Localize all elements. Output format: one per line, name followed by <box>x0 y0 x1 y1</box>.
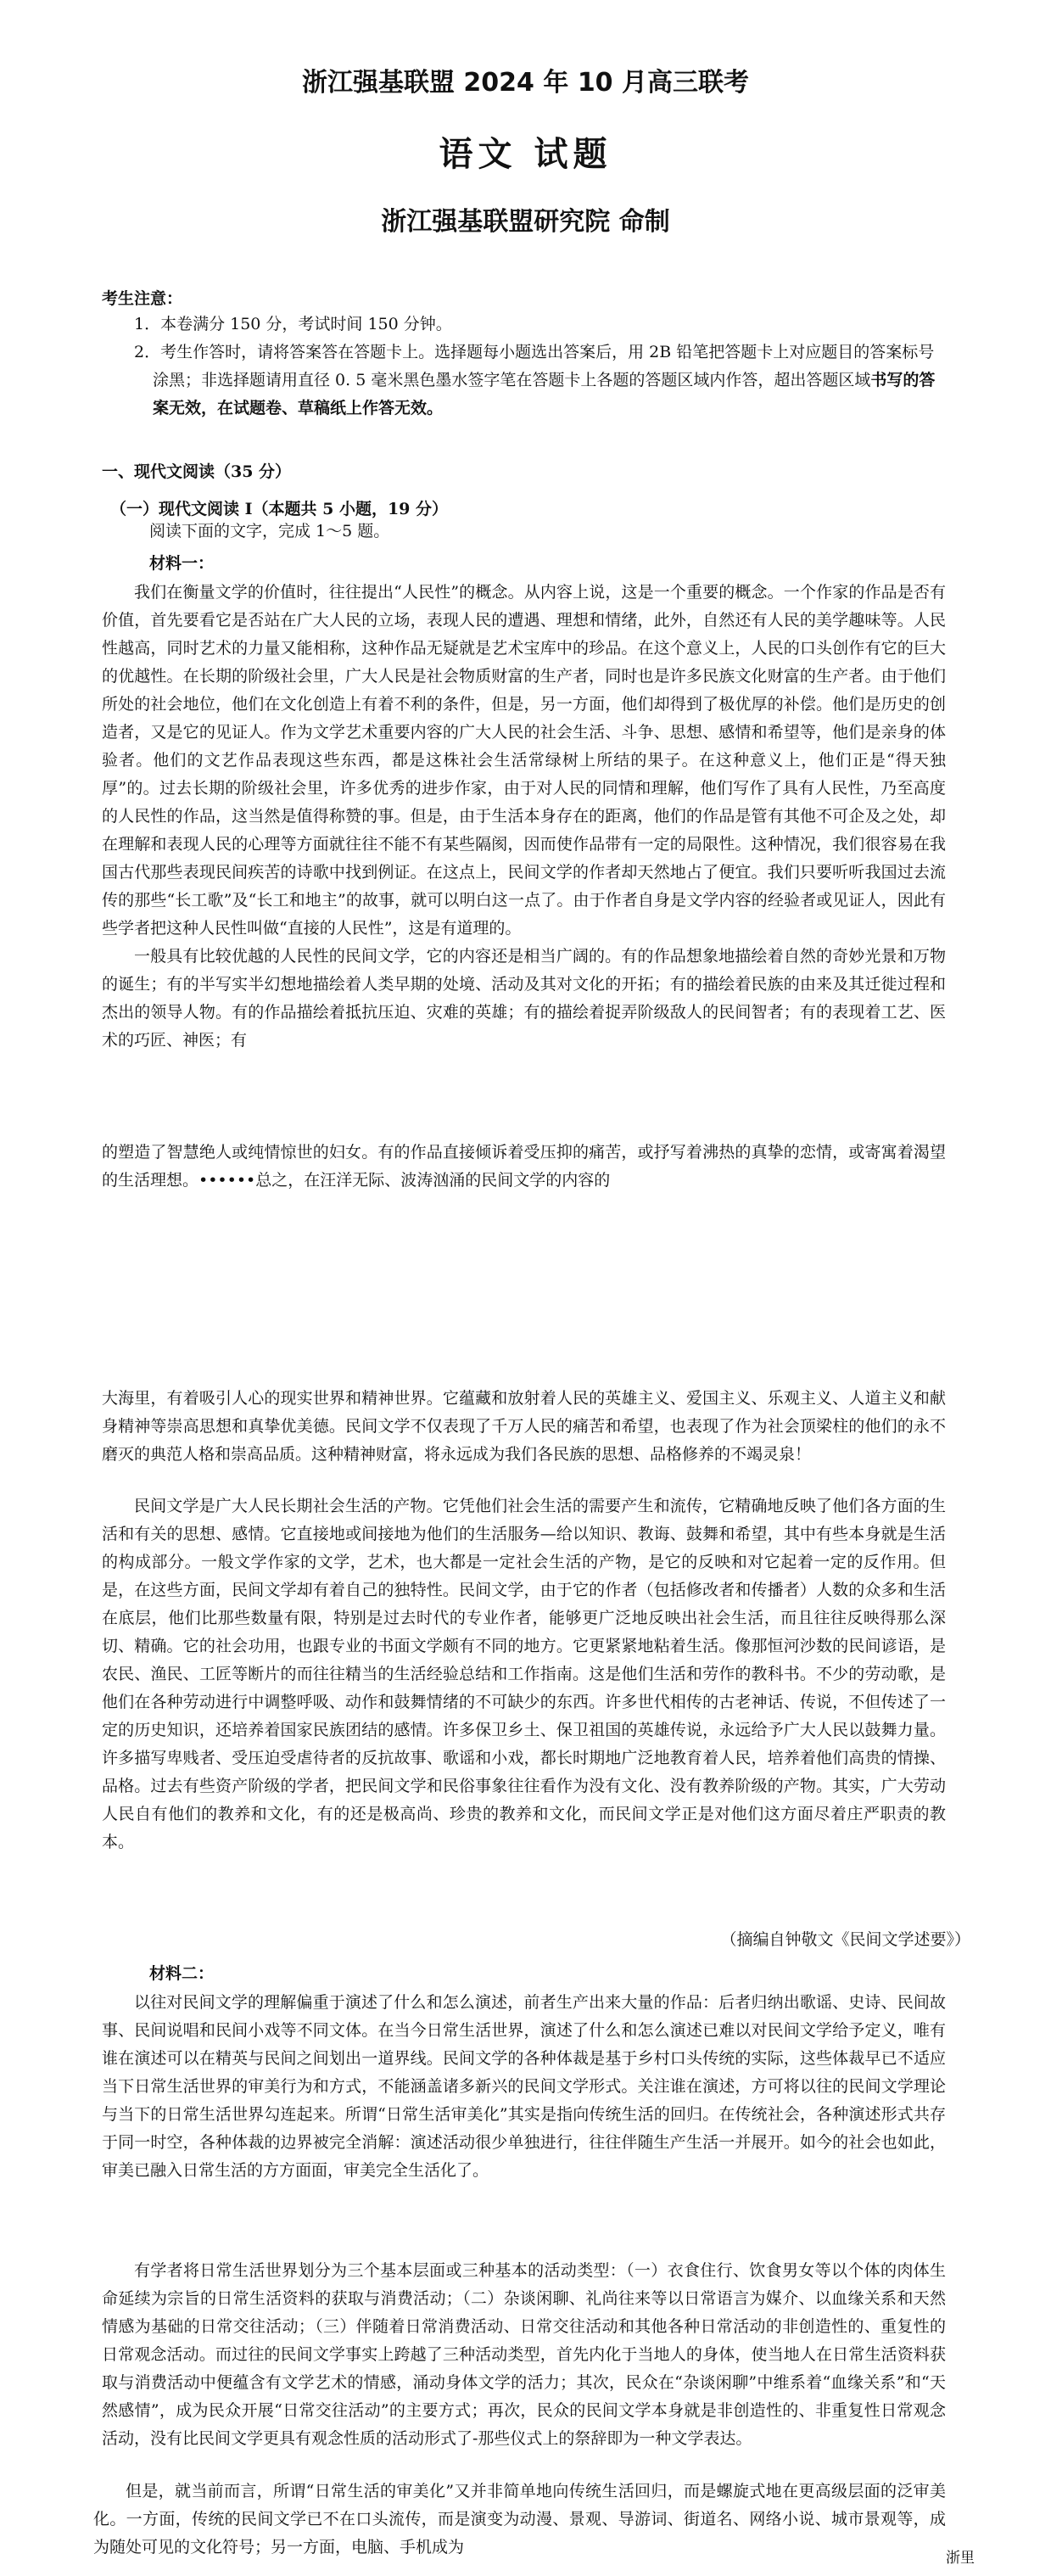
issuer-line: 浙江强基联盟研究院 命制 <box>381 207 670 237</box>
material-1-label: 材料一： <box>149 554 215 573</box>
notice-list <box>102 311 946 423</box>
paragraph-text: 以往对民间文学的理解偏重于演述了什么和怎么演述，前者生产出来大量的作品：后者归纳出歌谣、史诗、民间故事、民间说唱和民间小戏等不同文体。在当今日常生活世界，演述了什么和怎么演述已难以对民间文学给予定义，唯有谁在演述可以在精英与民间之间划出一道界线。民间文学的各种体裁是基于乡村口头传统的实际，这些体裁早已不适应当下日常生活世界的审美行为和方式，不能涵盖诸多新兴的民间文学形式。关注谁在演述，方可将以往的民间文学理论与当下的日常生活世界勾连起来。所谓“日常生活审美化”其实是指向传统生活的回归。在传统社会，各种演述形式共存于同一时空，各种体裁的边界被完全消解：演述活动很少单独进行，往往伴随生产生活一并展开。如今的社会也如此，审美已融入日常生活的方方面面，审美完全生活化了。 <box>102 1993 946 2180</box>
paragraph-text: 一般具有比较优越的人民性的民间文学，它的内容还是相当广阔的。有的作品想象地描绘着自然的奇妙光景和万物的诞生；有的半写实半幻想地描绘着人类早期的处境、活动及其对文化的开拓；有的描绘着民族的由来及其迁徙过程和杰出的领导人物。有的作品描绘着抵抗压迫、灾难的英雄；有的描绘着捉弄阶级敌人的民间智者；有的表现着工艺、医术的巧匠、神医；有 <box>102 947 946 1050</box>
paragraph-text: 我们在衡量文学的价值时，往往提出“人民性”的概念。从内容上说，这是一个重要的概念。一个作家的作品是否有价值，首先要看它是否站在广大人民的立场，表现人民的遭遇、理想和情绪，此外，自然还有人民的美学趣味等。人民性越高，同时艺术的力量又能相称，这种作品无疑就是艺术宝库中的珍品。在这个意义上，人民的口头创作有它的巨大的优越性。在长期的阶级社会里，广大人民是社会物质财富的生产者，同时也是许多民族文化财富的生产者。由于他们所处的社会地位，他们在文化创造上有着不利的条件，但是，另一方面，他们却得到了极优厚的补偿。他们是历史的创造者，又是它的见证人。作为文学艺术重要内容的广大人民的社会生活、斗争、思想、感情和希望等，他们是亲身的体验者。他们的文艺作品表现这些东西，都是这株社会生活常绿树上所结的果子。在这种意义上，他们正是“得天独厚”的。过去长期的阶级社会里，许多优秀的进步作家，由于对人民的同情和理解，他们写作了具有人民性，乃至高度的人民性的作品，这当然是值得称赞的事。但是，由于生活本身存在的距离，他们的作品是管有其他不可企及之处，却在理解和表现人民的心理等方面就往往不能不有某些隔阂，因而使作品带有一定的局限性。这种情况，我们很容易在我国古代那些表现民间疾苦的诗歌中找到例证。在这点上，民间文学的作者却天然地占了便宜。我们只要听听我国过去流传的那些“长工歌”及“长工和地主”的故事，就可以明白这一点了。由于作者自身是文学内容的经验者或见证人，因此有些学者把这种人民性叫做“直接的人民性”，这是有道理的。 <box>102 583 946 938</box>
exam-title: 浙江强基联盟 2024 年 10 月高三联考 <box>301 68 750 98</box>
subsection-heading: （一）现代文阅读 I（本题共 5 小题，19 分） <box>110 500 449 518</box>
material-2-label: 材料二： <box>149 1964 215 1983</box>
material-1-paragraph-2-end <box>102 1385 946 1469</box>
notice-item-2-bold: 书写的答案无效，在试题卷、草稿纸上作答无效。 <box>153 371 936 417</box>
material-2-paragraph-1 <box>102 1989 946 2185</box>
notice-item-2-text: 2．考生作答时，请将答案答在答题卡上。选择题每小题选出答案后，用 2B 铅笔把答题卡上对应题目的答案标号涂黑；非选择题请用直径 0. 5 毫米黑色墨水签字笔在答题卡上各题的答题区域内作答，超出答题区域 <box>134 343 935 389</box>
paragraph-text: 有学者将日常生活世界划分为三个基本层面或三种基本的活动类型：（一）衣食住行、饮食男女等以个体的肉体生命延续为宗旨的日常生活资料的获取与消费活动；（二）杂谈闲聊、礼尚往来等以日常语言为媒介、以血缘关系和天然情感为基础的日常交往活动；（三）伴随着日常消费活动、日常交往活动和其他各种日常活动的非创造性的、重复性的日常观念活动。而过往的民间文学事实上跨越了三种活动类型，首先内化于当地人的身体，使当地人在日常生活资料获取与消费活动中便蕴含有文学艺术的情感，涌动身体文学的活力；其次，民众在“杂谈闲聊”中维系着“血缘关系”和“天然感情”，成为民众开展“日常交往活动”的主要方式；再次，民众的民间文学本身就是非创造性的、非重复性日常观念活动，没有比民间文学更具有观念性质的活动形式了-那些仪式上的祭辞即为一种文学表达。 <box>102 2261 946 2448</box>
material-1-paragraph-1 <box>102 579 946 1055</box>
footer-mark: 浙里 <box>946 2550 975 2567</box>
source-citation: （摘编自钟敬文《民间文学述要》） <box>720 1930 970 1949</box>
material-1-paragraph-2-continued <box>102 1139 946 1195</box>
paragraph-text: 大海里，有着吸引人心的现实世界和精神世界。它蕴藏和放射着人民的英雄主义、爱国主义、乐观主义、人道主义和献身精神等崇高思想和真挚优美德。民间文学不仅表现了千万人民的痛苦和希望，也表现了作为社会顶梁柱的他们的永不磨灭的典范人格和崇高品质。这种精神财富，将永远成为我们各民族的思想、品格修养的不竭灵泉！ <box>102 1389 946 1464</box>
reading-instruction: 阅读下面的文字，完成 1～5 题。 <box>149 522 390 540</box>
section-heading: 一、现代文阅读（35 分） <box>102 462 292 481</box>
notice-item-1: 1．本卷满分 150 分，考试时间 150 分钟。 <box>134 315 452 333</box>
paragraph-text: 民间文学是广大人民长期社会生活的产物。它凭他们社会生活的需要产生和流传，它精确地反映了他们各方面的生活和有关的思想、感情。它直接地或间接地为他们的生活服务—给以知识、教诲、鼓舞和希望，其中有些本身就是生活的构成部分。一般文学作家的文学，艺术，也大都是一定社会生活的产物，是它的反映和对它起着一定的反作用。但是，在这些方面，民间文学却有着自己的独特性。民间文学，由于它的作者（包括修改者和传播者）人数的众多和生活在底层，他们比那些数量有限，特别是过去时代的专业作者，能够更广泛地反映出社会生活，而且往往反映得那么深切、精确。它的社会功用，也跟专业的书面文学颇有不同的地方。它更紧紧地粘着生活。像那恒河沙数的民间谚语，是农民、渔民、工匠等断片的而往往精当的生活经验总结和工作指南。这是他们生活和劳作的教科书。不少的劳动歌，是他们在各种劳动进行中调整呼吸、动作和鼓舞情绪的不可缺少的东西。许多世代相传的古老神话、传说，不但传述了一定的历史知识，还培养着国家民族团结的感情。许多保卫乡土、保卫祖国的英雄传说，永远给予广大人民以鼓舞力量。许多描写卑贱者、受压迫受虐待者的反抗故事、歌谣和小戏，都长时期地广泛地教育着人民，培养着他们高贵的情操、品格。过去有些资产阶级的学者，把民间文学和民俗事象往往看作为没有文化、没有教养阶级的产物。其实，广大劳动人民自有他们的教养和文化，有的还是极高尚、珍贵的教养和文化，而民间文学正是对他们这方面尽着庄严职责的教本。 <box>102 1497 946 1851</box>
material-2-paragraph-2 <box>102 2257 946 2453</box>
notice-item-2 <box>102 339 946 423</box>
notice-title: 考生注意： <box>102 289 183 308</box>
paragraph-text: 但是，就当前而言，所谓“日常生活的审美化”又并非简单地向传统生活回归，而是螺旋式地在更高级层面的泛审美化。一方面，传统的民间文学已不在口头流传，而是演变为动漫、景观、导游词、街道名、网络小说、城市景观等，成为随处可见的文化符号；另一方面，电脑、手机成为 <box>93 2482 946 2556</box>
material-1-paragraph-3 <box>102 1492 946 1856</box>
subject-title: 语文 试题 <box>439 134 612 174</box>
material-2-paragraph-3 <box>93 2478 946 2562</box>
paragraph-text: 的塑造了智慧绝人或纯情惊世的妇女。有的作品直接倾诉着受压抑的痛苦，或抒写着沸热的真挚的恋情，或寄寓着渴望的生活理想。••••••总之，在汪洋无际、波涛汹涌的民间文学的内容的 <box>102 1143 946 1190</box>
